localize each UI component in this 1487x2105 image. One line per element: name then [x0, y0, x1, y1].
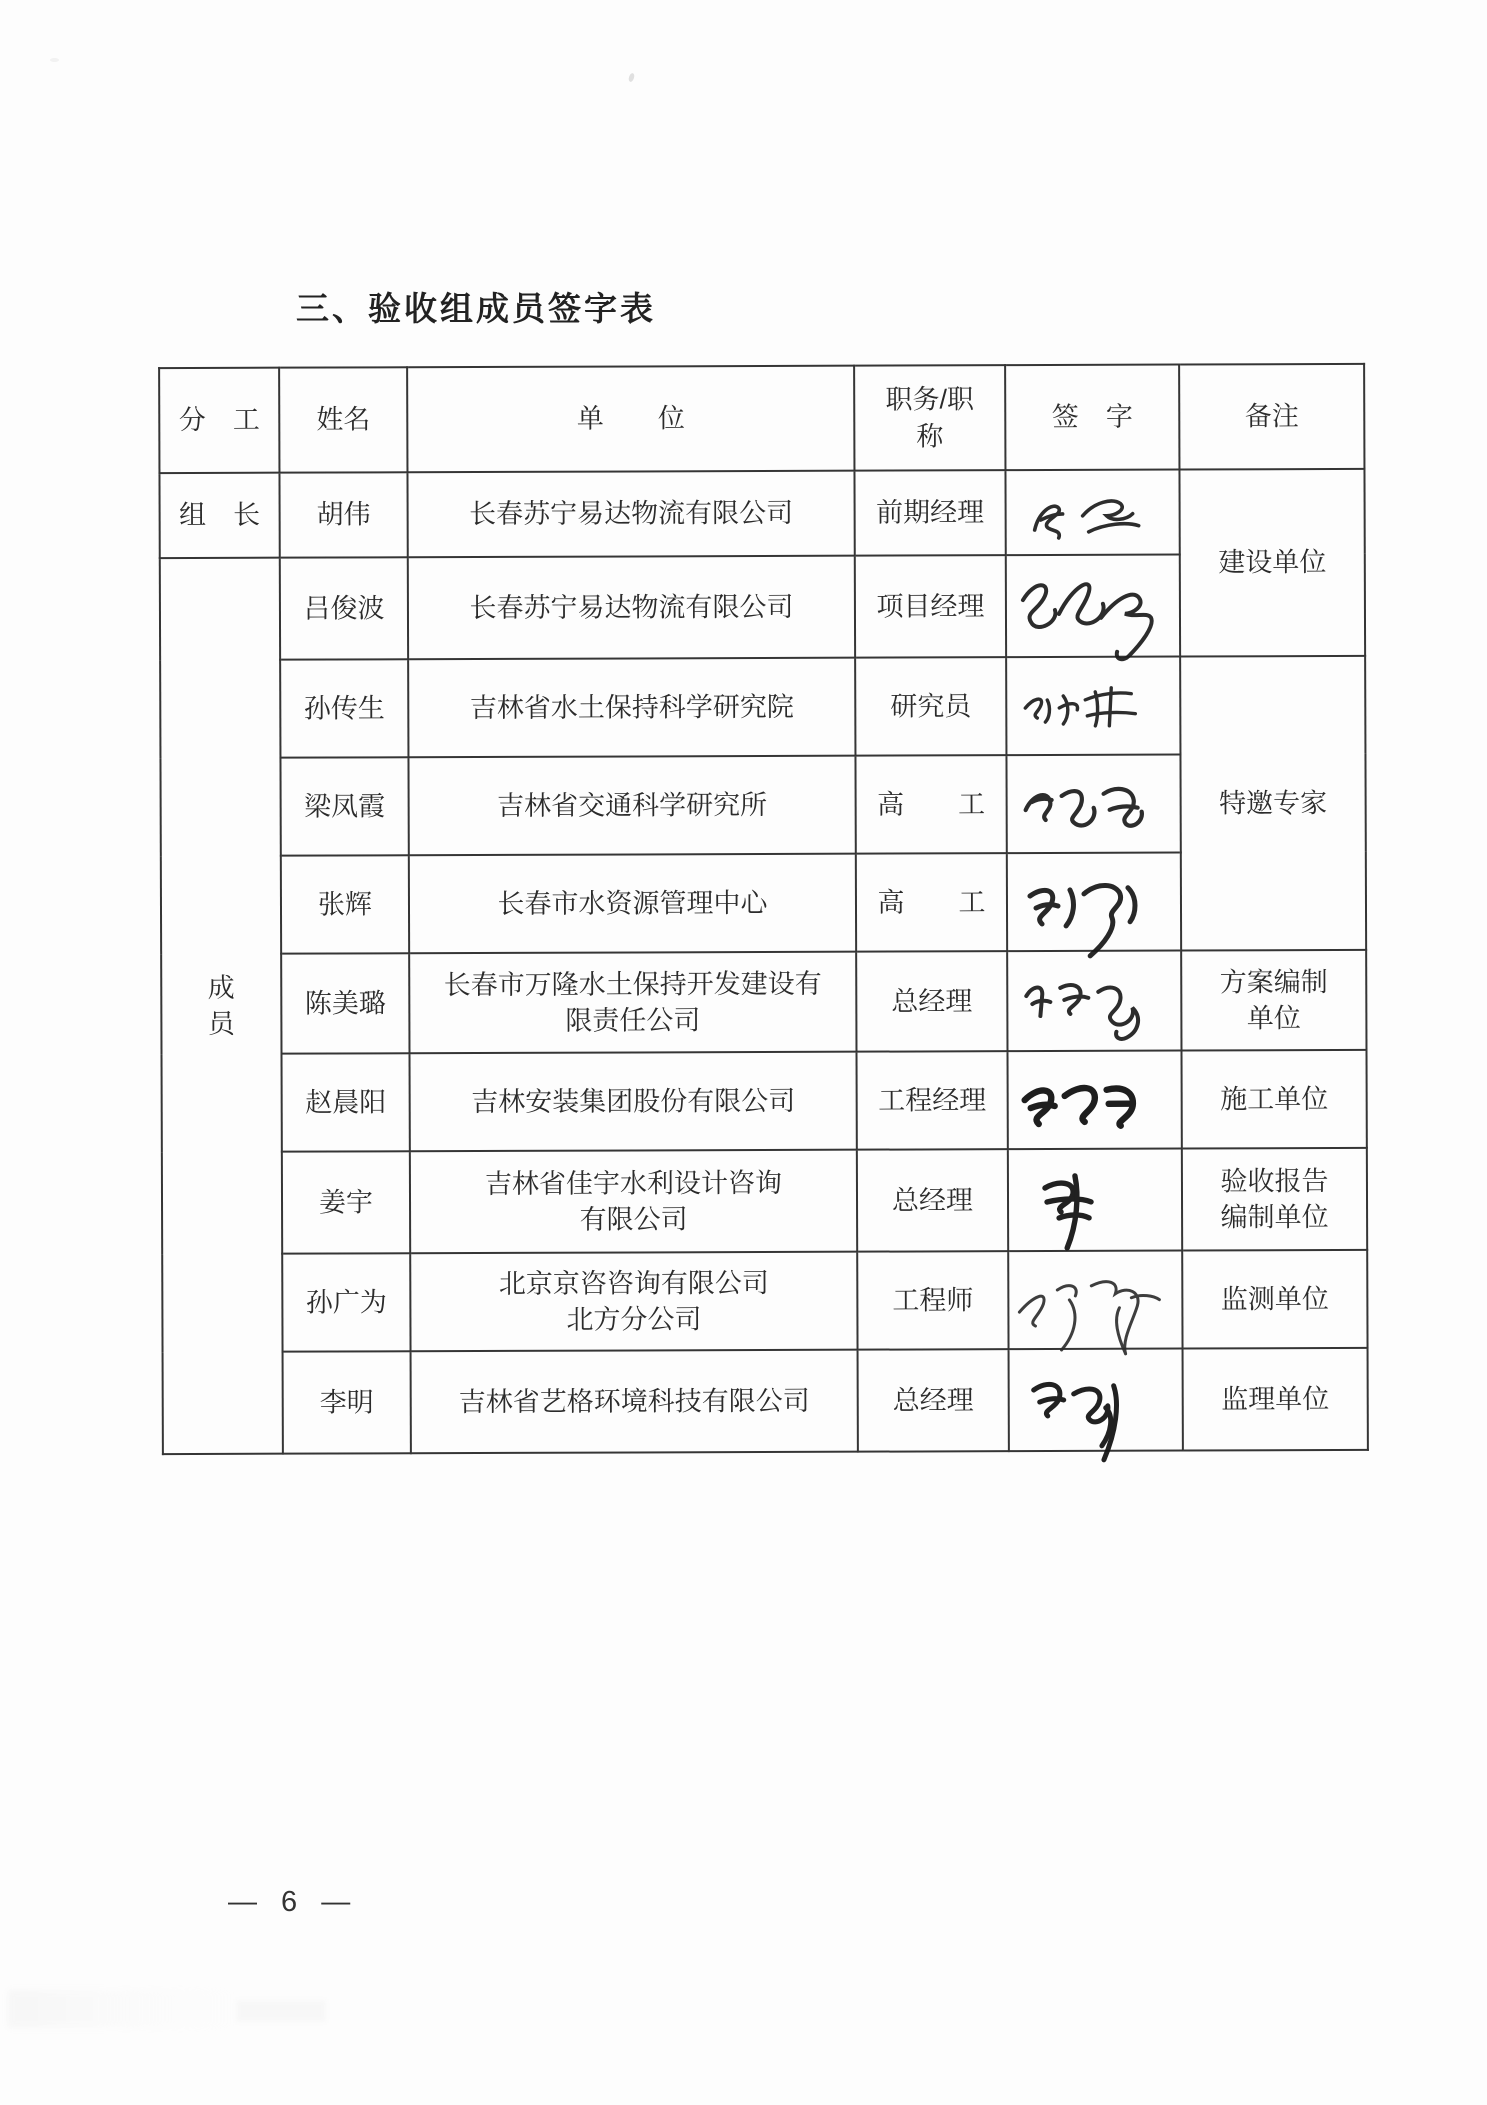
table-row: [162, 1050, 1367, 1152]
remark-cell: 监理单位: [1183, 1348, 1368, 1451]
unit-cell: 吉林省水土保持科学研究院: [408, 658, 855, 758]
unit-cell: 吉林省艺格环境科技有限公司: [411, 1350, 858, 1454]
remark-cell: 验收报告 编制单位: [1182, 1148, 1367, 1251]
remark-cell: 建设单位: [1179, 469, 1365, 657]
name-cell: 李明: [283, 1351, 411, 1453]
position-cell: 总经理: [858, 1349, 1009, 1452]
name-cell: 孙广为: [282, 1253, 410, 1351]
handwritten-signature-zhanghui: [1007, 853, 1181, 952]
handwritten-signature-lvjunbo: [1006, 555, 1180, 658]
name-cell: 陈美璐: [281, 953, 409, 1053]
header-signature: 签 字: [1005, 365, 1179, 471]
table-row: [162, 1250, 1367, 1352]
unit-cell: 吉林省佳宇水利设计咨询 有限公司: [410, 1150, 857, 1254]
handwritten-signature-sunguangwei: [1008, 1251, 1182, 1350]
position-cell: 总经理: [856, 951, 1007, 1052]
unit-cell: 长春市水资源管理中心: [409, 854, 856, 954]
header-name: 姓名: [279, 367, 407, 472]
header-unit: 单 位: [407, 366, 854, 473]
handwritten-signature-liming: [1009, 1349, 1183, 1452]
scan-noise-speck: [628, 72, 636, 82]
header-remark: 备注: [1179, 364, 1364, 470]
name-cell: 吕俊波: [280, 557, 408, 659]
name-cell: 孙传生: [280, 659, 408, 757]
signature-table: [158, 363, 1369, 1455]
unit-cell: 北京京咨咨询有限公司 北方分公司: [410, 1252, 857, 1352]
position-cell: 高 工: [855, 755, 1006, 854]
scan-noise-smudge: [236, 2000, 326, 2022]
name-cell: 赵晨阳: [282, 1053, 410, 1151]
handwritten-signature-zhaochenyang: [1007, 1051, 1181, 1150]
unit-cell: 吉林省交通科学研究所: [408, 756, 855, 856]
table-row: [163, 1348, 1368, 1454]
handwritten-signature-chenmeilu: [1007, 951, 1181, 1052]
table-row: [160, 656, 1365, 758]
table-row: [161, 950, 1366, 1054]
name-cell: 胡伟: [279, 472, 407, 557]
position-cell: 前期经理: [854, 470, 1005, 556]
table-row: [159, 469, 1364, 558]
remark-cell: 方案编制 单位: [1181, 950, 1366, 1051]
position-cell: 研究员: [855, 657, 1006, 756]
position-cell: 项目经理: [855, 555, 1006, 658]
scan-noise-smudge: [8, 1990, 238, 2028]
position-cell: 总经理: [857, 1149, 1008, 1252]
table-row: [162, 1148, 1367, 1254]
name-cell: 姜宇: [282, 1151, 410, 1253]
name-cell: 梁凤霞: [280, 757, 408, 855]
table-header-row: [159, 364, 1364, 473]
remark-cell: 特邀专家: [1180, 656, 1366, 951]
page-number: — 6 —: [228, 1886, 359, 1918]
unit-cell: 长春市万隆水土保持开发建设有 限责任公司: [409, 952, 856, 1054]
remark-cell: 施工单位: [1181, 1050, 1366, 1149]
handwritten-signature-jiangyu: [1008, 1149, 1182, 1252]
unit-cell: 吉林安装集团股份有限公司: [410, 1052, 857, 1152]
page-title: 三、验收组成员签字表: [296, 290, 656, 327]
name-cell: 张辉: [281, 855, 409, 953]
handwritten-signature-sunchuansheng: [1006, 657, 1180, 756]
division-cell: 组 长: [159, 473, 279, 558]
position-cell: 高 工: [856, 853, 1007, 952]
position-cell: 工程经理: [856, 1051, 1007, 1150]
scan-noise-speck: [50, 58, 59, 62]
position-cell: 工程师: [857, 1251, 1008, 1350]
unit-cell: 长春苏宁易达物流有限公司: [407, 471, 854, 558]
handwritten-signature-liangfengxia: [1006, 755, 1180, 854]
handwritten-signature-huwei: [1005, 470, 1179, 556]
header-division: 分 工: [159, 368, 279, 473]
remark-cell: 监测单位: [1182, 1250, 1367, 1349]
header-position: 职务/职 称: [854, 365, 1005, 471]
unit-cell: 长春苏宁易达物流有限公司: [408, 556, 855, 660]
division-cell-members: 成 员: [160, 558, 283, 1454]
